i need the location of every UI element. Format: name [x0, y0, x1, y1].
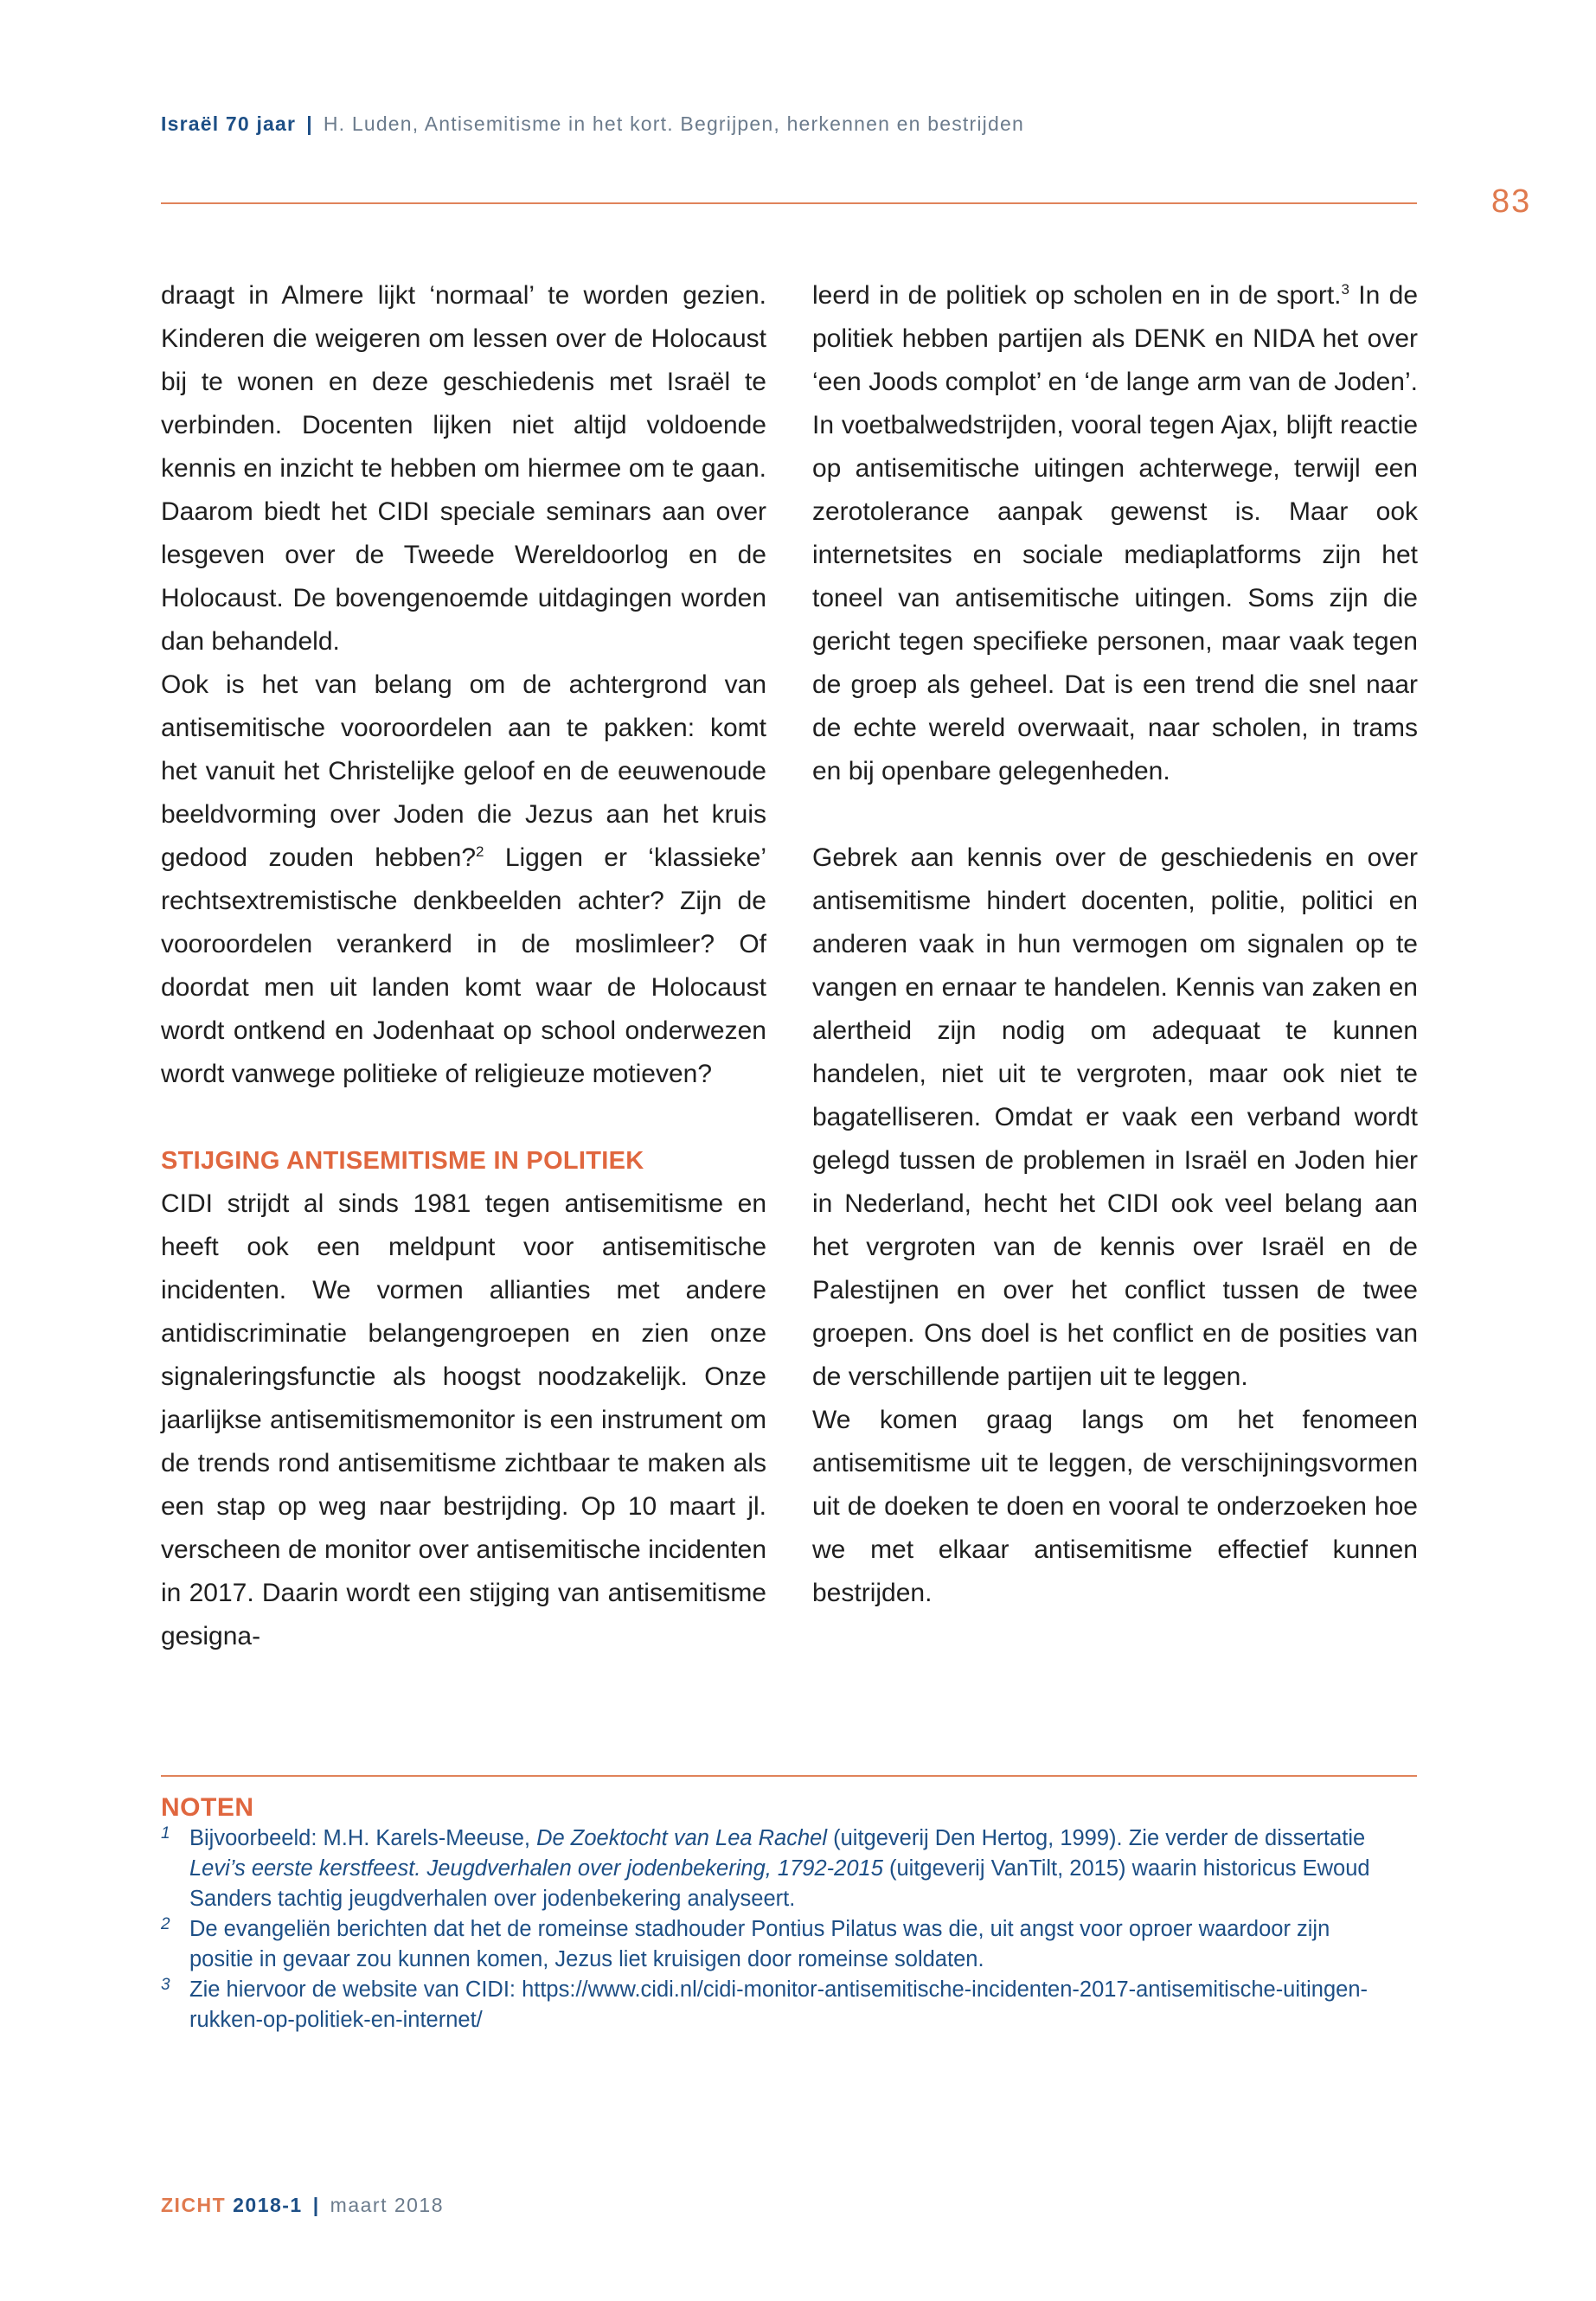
notes-rule [161, 1775, 1417, 1777]
right-column [812, 274, 1418, 1615]
right-paragraph-1: leerd in de politiek op scholen en in de sport.$^3$ In de politiek hebben partijen als DENK en NIDA het over ‘een Joods complot’ en ‘de lange arm van de Joden’. In voetbalwedstrijden, vooral tegen Ajax, blijft reactie op antisemitische uitingen achterwege, terwijl een zerotolerance aanpak gewenst is. Maar ook internetsites en sociale mediaplatforms zijn het toneel van antisemitische uitingen. Soms zijn die gericht tegen specifieke personen, maar vaak tegen de groep als geheel. Dat is een trend die snel naar de echte wereld overwaait, naar scholen, in trams en bij openbare gelegenheden. [812, 281, 1418, 785]
header-rule [161, 202, 1417, 204]
article-title: H. Luden, Antisemitisme in het kort. Begrijpen, herkennen en bestrijden [323, 112, 1024, 135]
note-text[interactable]: Zie hiervoor de website van CIDI: https://www.cidi.nl/cidi-monitor-antisemitische-incidenten-2017-antisemitische-uitingen-rukken-op-politiek-en-internet/ [189, 1977, 1368, 2032]
running-head [161, 112, 1024, 136]
note-number: 3 [161, 1976, 170, 1994]
footer-issue: 2018-1 [233, 2194, 303, 2216]
right-paragraph-2: Gebrek aan kennis over de geschiedenis en over antisemitisme hindert docenten, politie, politici en anderen vaak in hun vermogen om signalen op te vangen en ernaar te handelen. Kennis van zaken en alertheid zijn nodig om adequaat te kunnen handelen, niet uit te vergroten, maar ook niet te bagatelliseren. Omdat er vaak een verband wordt gelegd tussen de problemen in Israël en Joden hier in Nederland, hecht het CIDI ook veel belang aan het vergroten van de kennis over Israël en de Palestijnen en over het conflict tussen de twee groepen. Ons doel is het conflict en de posities van de verschillende partijen uit te leggen. [812, 843, 1418, 1391]
left-column [161, 274, 766, 1658]
notes-title: NOTEN [161, 1793, 254, 1822]
footnote-ref-3[interactable]: 3 [1341, 281, 1349, 298]
right-paragraph-3: We komen graag langs om het fenomeen antisemitisme uit te leggen, de verschijningsvormen uit de doeken te doen en vooral te onderzoeken hoe we met elkaar antisemitisme effectief kunnen bestrijden. [812, 1406, 1418, 1607]
note-text: De evangeliën berichten dat het de romeinse stadhouder Pontius Pilatus was die, uit angst voor oproer waardoor zijn positie in gevaar zou kunnen komen, Jezus liet kruisigen door romeinse soldaten. [189, 1917, 1330, 1971]
magazine-title: Israël 70 jaar [161, 112, 297, 135]
note-number: 1 [161, 1824, 170, 1843]
page-number: 83 [1491, 183, 1532, 220]
note-3 [161, 1975, 1398, 2035]
left-paragraph-1: draagt in Almere lijkt ‘normaal’ te worden gezien. Kinderen die weigeren om lessen over de Holocaust bij te wonen en deze geschiedenis met Israël te verbinden. Docenten lijken niet altijd voldoende kennis en inzicht te hebben om hiermee om te gaan. Daarom biedt het CIDI speciale seminars aan over lesgeven over de Tweede Wereldoorlog en de Holocaust. De bovengenoemde uitdagingen worden dan behandeld. [161, 281, 766, 656]
header-separator: | [306, 112, 313, 135]
note-number: 2 [161, 1915, 170, 1933]
footer-brand: ZICHT [161, 2194, 227, 2216]
left-paragraph-3: CIDI strijdt al sinds 1981 tegen antisemitisme en heeft ook een meldpunt voor antisemitische incidenten. We vormen allianties met andere antidiscriminatie belangengroepen en zien onze signaleringsfunctie als hoogst noodzakelijk. Onze jaarlijkse antisemitismemonitor is een instrument om de trends rond antisemitisme zichtbaar te maken als een stap op weg naar bestrijding. Op 10 maart jl. verscheen de monitor over antisemitische incidenten in 2017. Daarin wordt een stijging van antisemitisme gesigna- [161, 1189, 766, 1650]
note-1: 1 Bijvoorbeeld: M.H. Karels-Meeuse, De Zoektocht van Lea Rachel (uitgeverij Den Hertog, 1999). Zie verder de dissertatie Levi’s eerste kerstfeest. Jeugdverhalen over jodenbekering, 1792-2015 (uitgeverij VanTilt, 2015) waarin historicus Ewoud Sanders tachtig jeugdverhalen over jodenbekering analyseert. [161, 1823, 1398, 1914]
section-heading: STIJGING ANTISEMITISME IN POLITIEK [161, 1147, 644, 1175]
left-paragraph-2: Ook is het van belang om de achtergrond van antisemitische vooroordelen aan te pakken: komt het vanuit het Christelijke geloof en de eeuwenoude beeldvorming over Joden die Jezus aan het kruis gedood zouden hebben?$^2$ Liggen er ‘klassieke’ rechtsextremistische denkbeelden achter? Zijn de vooroordelen verankerd in de moslimleer? Of doordat men uit landen komt waar de Holocaust wordt ontkend en Jodenhaat op school onderwezen wordt vanwege politieke of religieuze motieven? [161, 670, 766, 1088]
footer-date: maart 2018 [330, 2194, 445, 2216]
notes-list [161, 1823, 1398, 2035]
footer [161, 2194, 444, 2217]
footnote-ref-2[interactable]: 2 [476, 843, 484, 860]
note-2 [161, 1914, 1398, 1975]
footer-separator: | [312, 2194, 320, 2216]
